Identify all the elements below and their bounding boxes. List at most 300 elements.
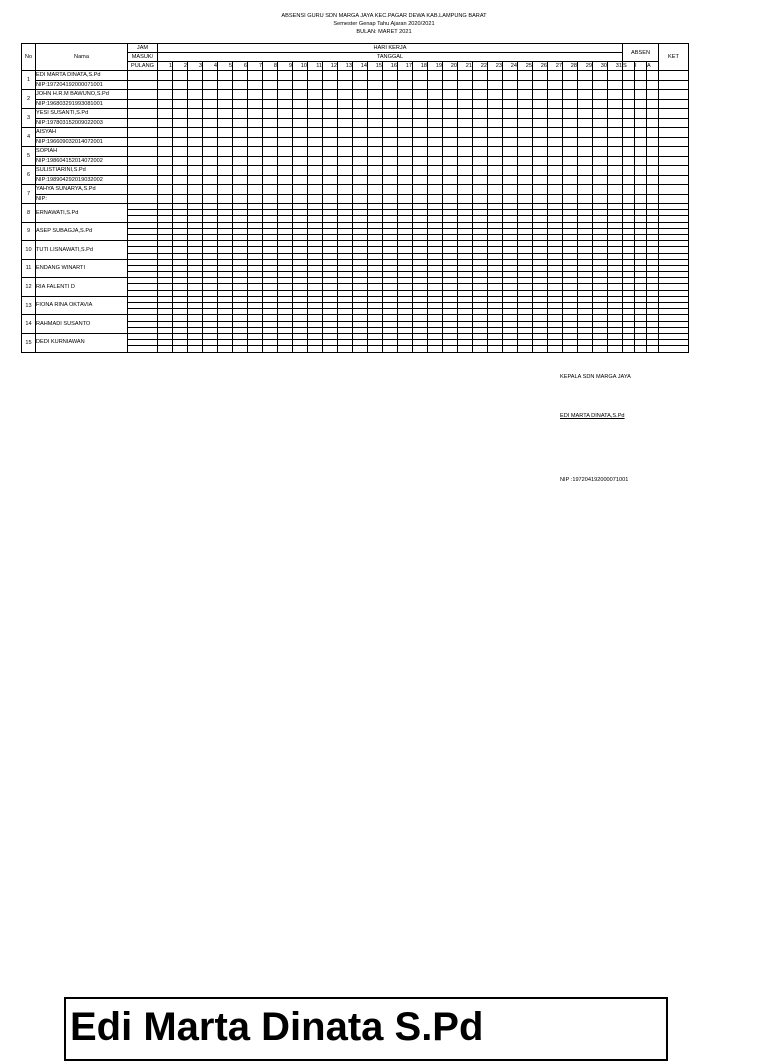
attendance-cell bbox=[443, 80, 458, 90]
day-header: 20 bbox=[443, 62, 458, 71]
attendance-cell bbox=[578, 175, 593, 185]
attendance-cell bbox=[233, 90, 248, 100]
attendance-cell bbox=[473, 346, 488, 352]
attendance-cell bbox=[218, 90, 233, 100]
attendance-cell bbox=[293, 346, 308, 352]
attendance-cell bbox=[548, 71, 563, 81]
attendance-cell bbox=[248, 346, 263, 352]
attendance-cell bbox=[173, 166, 188, 176]
attendance-cell bbox=[248, 185, 263, 195]
attendance-cell bbox=[443, 346, 458, 352]
attendance-cell bbox=[233, 109, 248, 119]
attendance-cell bbox=[278, 156, 293, 166]
attendance-cell bbox=[518, 118, 533, 128]
attendance-cell bbox=[659, 99, 689, 109]
attendance-cell bbox=[647, 194, 659, 204]
day-header: 16 bbox=[383, 62, 398, 71]
attendance-cell bbox=[368, 90, 383, 100]
attendance-cell bbox=[308, 166, 323, 176]
attendance-cell bbox=[647, 156, 659, 166]
attendance-cell bbox=[473, 166, 488, 176]
attendance-cell bbox=[635, 118, 647, 128]
table-row bbox=[22, 137, 689, 147]
attendance-cell bbox=[398, 194, 413, 204]
attendance-cell bbox=[158, 128, 173, 138]
attendance-cell bbox=[635, 137, 647, 147]
attendance-cell bbox=[548, 166, 563, 176]
teacher-name: ASEP SUBAGJA,S.Pd bbox=[36, 222, 128, 241]
attendance-cell bbox=[563, 90, 578, 100]
attendance-cell bbox=[263, 99, 278, 109]
attendance-cell bbox=[443, 185, 458, 195]
attendance-cell bbox=[263, 128, 278, 138]
attendance-cell bbox=[233, 137, 248, 147]
attendance-cell bbox=[353, 128, 368, 138]
attendance-cell bbox=[218, 346, 233, 352]
attendance-cell bbox=[323, 80, 338, 90]
attendance-cell bbox=[503, 156, 518, 166]
attendance-cell bbox=[293, 109, 308, 119]
attendance-cell bbox=[488, 156, 503, 166]
teacher-name: AISYAH bbox=[36, 128, 128, 138]
attendance-cell bbox=[128, 156, 158, 166]
attendance-cell bbox=[338, 109, 353, 119]
attendance-cell bbox=[248, 166, 263, 176]
attendance-cell bbox=[659, 90, 689, 100]
day-header: 6 bbox=[233, 62, 248, 71]
attendance-cell bbox=[413, 175, 428, 185]
attendance-cell bbox=[659, 71, 689, 81]
attendance-cell bbox=[353, 99, 368, 109]
attendance-cell bbox=[578, 128, 593, 138]
attendance-cell bbox=[533, 175, 548, 185]
teacher-name: EDI MARTA DINATA,S.Pd bbox=[36, 71, 128, 81]
attendance-cell bbox=[323, 185, 338, 195]
attendance-cell bbox=[623, 346, 635, 352]
attendance-cell bbox=[548, 346, 563, 352]
attendance-cell bbox=[338, 99, 353, 109]
attendance-cell bbox=[533, 156, 548, 166]
attendance-cell bbox=[188, 194, 203, 204]
attendance-cell bbox=[173, 175, 188, 185]
day-header: 31 bbox=[608, 62, 623, 71]
attendance-cell bbox=[308, 128, 323, 138]
attendance-cell bbox=[353, 156, 368, 166]
attendance-cell bbox=[518, 175, 533, 185]
attendance-cell bbox=[278, 194, 293, 204]
attendance-cell bbox=[188, 147, 203, 157]
attendance-cell bbox=[383, 175, 398, 185]
attendance-cell bbox=[368, 137, 383, 147]
attendance-cell bbox=[263, 156, 278, 166]
attendance-cell bbox=[308, 90, 323, 100]
attendance-cell bbox=[323, 194, 338, 204]
attendance-cell bbox=[323, 71, 338, 81]
attendance-cell bbox=[173, 71, 188, 81]
attendance-cell bbox=[278, 166, 293, 176]
attendance-cell bbox=[413, 99, 428, 109]
attendance-cell bbox=[578, 90, 593, 100]
attendance-cell bbox=[338, 147, 353, 157]
attendance-cell bbox=[503, 71, 518, 81]
attendance-cell bbox=[458, 166, 473, 176]
attendance-cell bbox=[458, 90, 473, 100]
attendance-cell bbox=[533, 166, 548, 176]
teacher-number: 2 bbox=[22, 90, 36, 109]
attendance-cell bbox=[635, 99, 647, 109]
attendance-cell bbox=[293, 156, 308, 166]
attendance-cell bbox=[458, 99, 473, 109]
day-header: 26 bbox=[533, 62, 548, 71]
attendance-cell bbox=[518, 137, 533, 147]
attendance-cell bbox=[398, 109, 413, 119]
attendance-cell bbox=[203, 194, 218, 204]
attendance-cell bbox=[188, 71, 203, 81]
attendance-cell bbox=[233, 128, 248, 138]
attendance-cell bbox=[158, 156, 173, 166]
attendance-cell bbox=[278, 90, 293, 100]
attendance-cell bbox=[248, 128, 263, 138]
attendance-cell bbox=[188, 80, 203, 90]
attendance-cell bbox=[533, 128, 548, 138]
attendance-cell bbox=[278, 80, 293, 90]
attendance-cell bbox=[398, 156, 413, 166]
attendance-cell bbox=[503, 90, 518, 100]
absen-code-header: S bbox=[623, 62, 635, 71]
attendance-cell bbox=[593, 118, 608, 128]
attendance-cell bbox=[338, 185, 353, 195]
attendance-cell bbox=[158, 109, 173, 119]
attendance-cell bbox=[443, 71, 458, 81]
attendance-cell bbox=[218, 175, 233, 185]
attendance-cell bbox=[413, 109, 428, 119]
attendance-cell bbox=[188, 118, 203, 128]
attendance-cell bbox=[488, 185, 503, 195]
attendance-cell bbox=[503, 109, 518, 119]
attendance-cell bbox=[473, 194, 488, 204]
attendance-cell bbox=[623, 137, 635, 147]
attendance-cell bbox=[233, 346, 248, 352]
attendance-cell bbox=[488, 175, 503, 185]
attendance-cell bbox=[518, 147, 533, 157]
attendance-cell bbox=[263, 194, 278, 204]
attendance-cell bbox=[578, 346, 593, 352]
attendance-cell bbox=[233, 156, 248, 166]
attendance-cell bbox=[608, 346, 623, 352]
attendance-cell bbox=[263, 346, 278, 352]
table-row bbox=[22, 109, 689, 119]
attendance-cell bbox=[293, 90, 308, 100]
attendance-cell bbox=[593, 71, 608, 81]
attendance-cell bbox=[158, 166, 173, 176]
attendance-cell bbox=[428, 80, 443, 90]
attendance-cell bbox=[647, 118, 659, 128]
attendance-cell bbox=[383, 71, 398, 81]
attendance-cell bbox=[353, 346, 368, 352]
principal-name: EDI MARTA DINATA,S.Pd bbox=[560, 413, 625, 419]
attendance-cell bbox=[293, 137, 308, 147]
attendance-cell bbox=[593, 147, 608, 157]
teacher-name: DEDI KURNIAWAN bbox=[36, 333, 128, 352]
attendance-cell bbox=[323, 99, 338, 109]
attendance-cell bbox=[578, 166, 593, 176]
attendance-cell bbox=[128, 137, 158, 147]
attendance-cell bbox=[635, 185, 647, 195]
attendance-cell bbox=[188, 346, 203, 352]
attendance-cell bbox=[248, 194, 263, 204]
attendance-cell bbox=[503, 194, 518, 204]
day-header: 29 bbox=[578, 62, 593, 71]
attendance-cell bbox=[158, 147, 173, 157]
attendance-cell bbox=[458, 109, 473, 119]
table-row bbox=[22, 118, 689, 128]
attendance-cell bbox=[323, 166, 338, 176]
doc-month: BULAN: MARET 2021 bbox=[356, 29, 412, 35]
attendance-cell bbox=[128, 99, 158, 109]
attendance-cell bbox=[233, 99, 248, 109]
day-header: 19 bbox=[428, 62, 443, 71]
attendance-cell bbox=[458, 137, 473, 147]
attendance-cell bbox=[248, 109, 263, 119]
attendance-cell bbox=[488, 147, 503, 157]
teacher-name: YAHYA SUNARYA,S.Pd bbox=[36, 185, 128, 195]
attendance-cell bbox=[608, 194, 623, 204]
attendance-cell bbox=[443, 175, 458, 185]
attendance-cell bbox=[533, 137, 548, 147]
attendance-cell bbox=[563, 137, 578, 147]
attendance-cell bbox=[443, 118, 458, 128]
attendance-cell bbox=[368, 71, 383, 81]
attendance-cell bbox=[443, 147, 458, 157]
attendance-cell bbox=[623, 166, 635, 176]
teacher-name: RAHMADI SUSANTO bbox=[36, 315, 128, 334]
attendance-cell bbox=[413, 194, 428, 204]
attendance-cell bbox=[338, 128, 353, 138]
attendance-cell bbox=[263, 90, 278, 100]
teacher-nip: NIP:196609032014072001 bbox=[36, 137, 128, 147]
attendance-cell bbox=[608, 156, 623, 166]
attendance-cell bbox=[368, 118, 383, 128]
attendance-cell bbox=[323, 346, 338, 352]
attendance-cell bbox=[647, 80, 659, 90]
attendance-cell bbox=[443, 156, 458, 166]
attendance-cell bbox=[659, 346, 689, 352]
attendance-cell bbox=[578, 185, 593, 195]
attendance-cell bbox=[338, 166, 353, 176]
teacher-name: ERNAWATI,S.Pd bbox=[36, 204, 128, 223]
attendance-cell bbox=[398, 99, 413, 109]
table-row bbox=[22, 80, 689, 90]
attendance-cell bbox=[398, 346, 413, 352]
principal-role: KEPALA SDN MARGA JAYA bbox=[560, 374, 631, 380]
attendance-cell bbox=[308, 185, 323, 195]
attendance-cell bbox=[548, 118, 563, 128]
attendance-cell bbox=[647, 99, 659, 109]
attendance-cell bbox=[248, 156, 263, 166]
attendance-cell bbox=[368, 156, 383, 166]
attendance-cell bbox=[659, 109, 689, 119]
attendance-cell bbox=[623, 118, 635, 128]
attendance-cell bbox=[413, 185, 428, 195]
attendance-cell bbox=[158, 137, 173, 147]
attendance-cell bbox=[473, 128, 488, 138]
doc-title: ABSENSI GURU SDN MARGA JAYA KEC.PAGAR DEWA KAB.LAMPUNG BARAT bbox=[281, 13, 487, 19]
attendance-cell bbox=[428, 128, 443, 138]
attendance-cell bbox=[635, 346, 647, 352]
attendance-cell bbox=[647, 346, 659, 352]
attendance-cell bbox=[308, 175, 323, 185]
attendance-cell bbox=[203, 147, 218, 157]
teacher-nip: NIP:198604152014072002 bbox=[36, 156, 128, 166]
attendance-cell bbox=[203, 185, 218, 195]
attendance-cell bbox=[578, 156, 593, 166]
attendance-cell bbox=[218, 80, 233, 90]
attendance-cell bbox=[623, 99, 635, 109]
table-row bbox=[22, 185, 689, 195]
attendance-cell bbox=[263, 166, 278, 176]
attendance-cell bbox=[563, 346, 578, 352]
attendance-cell bbox=[173, 99, 188, 109]
attendance-cell bbox=[563, 109, 578, 119]
attendance-cell bbox=[263, 80, 278, 90]
attendance-cell bbox=[308, 346, 323, 352]
attendance-cell bbox=[623, 194, 635, 204]
teacher-number: 10 bbox=[22, 241, 36, 260]
day-header: 10 bbox=[293, 62, 308, 71]
attendance-cell bbox=[608, 99, 623, 109]
attendance-cell bbox=[647, 137, 659, 147]
attendance-cell bbox=[578, 137, 593, 147]
attendance-cell bbox=[158, 99, 173, 109]
attendance-cell bbox=[593, 194, 608, 204]
attendance-cell bbox=[428, 99, 443, 109]
attendance-cell bbox=[488, 128, 503, 138]
attendance-cell bbox=[413, 118, 428, 128]
attendance-cell bbox=[458, 156, 473, 166]
day-header: 8 bbox=[263, 62, 278, 71]
principal-nip: NIP :197204192000071001 bbox=[560, 477, 629, 483]
attendance-cell bbox=[593, 156, 608, 166]
attendance-cell bbox=[248, 80, 263, 90]
attendance-cell bbox=[293, 175, 308, 185]
attendance-cell bbox=[458, 185, 473, 195]
header-tanggal: TANGGAL bbox=[158, 53, 623, 62]
attendance-cell bbox=[608, 185, 623, 195]
attendance-cell bbox=[503, 346, 518, 352]
attendance-cell bbox=[623, 71, 635, 81]
attendance-cell bbox=[563, 118, 578, 128]
attendance-cell bbox=[488, 80, 503, 90]
attendance-cell bbox=[338, 346, 353, 352]
teacher-number: 6 bbox=[22, 166, 36, 185]
attendance-cell bbox=[278, 185, 293, 195]
attendance-cell bbox=[608, 166, 623, 176]
attendance-cell bbox=[188, 185, 203, 195]
attendance-cell bbox=[233, 80, 248, 90]
attendance-cell bbox=[413, 137, 428, 147]
attendance-cell bbox=[173, 137, 188, 147]
attendance-cell bbox=[293, 147, 308, 157]
signature-name-large: Edi Marta Dinata S.Pd bbox=[70, 1005, 484, 1049]
attendance-cell bbox=[233, 147, 248, 157]
attendance-cell bbox=[323, 118, 338, 128]
attendance-cell bbox=[368, 128, 383, 138]
attendance-cell bbox=[593, 99, 608, 109]
attendance-cell bbox=[188, 156, 203, 166]
attendance-cell bbox=[128, 346, 158, 352]
attendance-cell bbox=[458, 71, 473, 81]
attendance-cell bbox=[233, 185, 248, 195]
attendance-cell bbox=[635, 90, 647, 100]
attendance-cell bbox=[383, 156, 398, 166]
attendance-cell bbox=[173, 80, 188, 90]
attendance-cell bbox=[647, 185, 659, 195]
attendance-cell bbox=[158, 90, 173, 100]
table-row bbox=[22, 147, 689, 157]
attendance-cell bbox=[563, 71, 578, 81]
attendance-cell bbox=[128, 147, 158, 157]
attendance-cell bbox=[428, 71, 443, 81]
attendance-cell bbox=[473, 109, 488, 119]
attendance-cell bbox=[428, 185, 443, 195]
attendance-cell bbox=[533, 109, 548, 119]
table-row bbox=[22, 156, 689, 166]
attendance-cell bbox=[308, 71, 323, 81]
attendance-cell bbox=[635, 147, 647, 157]
attendance-cell bbox=[353, 90, 368, 100]
attendance-cell bbox=[308, 194, 323, 204]
attendance-cell bbox=[203, 346, 218, 352]
attendance-cell bbox=[647, 109, 659, 119]
attendance-cell bbox=[383, 80, 398, 90]
attendance-cell bbox=[623, 80, 635, 90]
teacher-name: YESI SUSANTI,S.Pd bbox=[36, 109, 128, 119]
attendance-cell bbox=[608, 137, 623, 147]
attendance-cell bbox=[203, 166, 218, 176]
attendance-cell bbox=[548, 128, 563, 138]
attendance-cell bbox=[353, 71, 368, 81]
day-header: 3 bbox=[188, 62, 203, 71]
teacher-number: 12 bbox=[22, 278, 36, 297]
doc-semester: Semester Genap Tahu Ajaran 2020/2021 bbox=[333, 21, 435, 27]
day-header: 22 bbox=[473, 62, 488, 71]
attendance-cell bbox=[383, 118, 398, 128]
attendance-cell bbox=[608, 71, 623, 81]
attendance-cell bbox=[308, 80, 323, 90]
attendance-cell bbox=[548, 137, 563, 147]
signature-name-box bbox=[64, 997, 668, 1061]
attendance-cell bbox=[203, 128, 218, 138]
attendance-cell bbox=[338, 71, 353, 81]
attendance-cell bbox=[647, 71, 659, 81]
attendance-cell bbox=[173, 128, 188, 138]
attendance-cell bbox=[428, 90, 443, 100]
attendance-cell bbox=[353, 185, 368, 195]
attendance-cell bbox=[635, 128, 647, 138]
attendance-cell bbox=[563, 166, 578, 176]
header-no: No bbox=[22, 44, 36, 71]
attendance-cell bbox=[458, 80, 473, 90]
attendance-cell bbox=[593, 166, 608, 176]
teacher-name: ENDANG WINARTI bbox=[36, 259, 128, 278]
teacher-nip: NIP:196803291993081001 bbox=[36, 99, 128, 109]
teacher-name: RIA FALENTI D bbox=[36, 278, 128, 297]
attendance-cell bbox=[218, 166, 233, 176]
attendance-cell bbox=[218, 194, 233, 204]
attendance-cell bbox=[128, 128, 158, 138]
attendance-cell bbox=[518, 128, 533, 138]
attendance-cell bbox=[128, 71, 158, 81]
